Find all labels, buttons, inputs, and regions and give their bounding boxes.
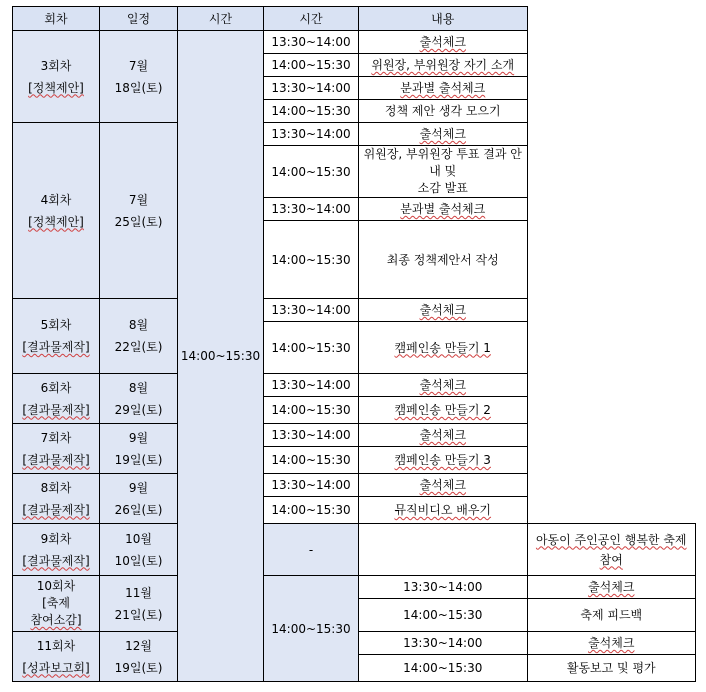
table-row	[13, 374, 696, 397]
time-slot: 14:00~15:30	[264, 322, 359, 374]
time-slot: 13:30~14:00	[264, 424, 359, 447]
time-block-cell: -	[264, 524, 359, 576]
content-text: 출석체크	[588, 636, 635, 650]
session-type: [정책제안]	[28, 80, 84, 95]
date-day: 25일(토)	[114, 214, 163, 229]
time-slot: 14:00~15:30	[264, 54, 359, 77]
date-day: 21일(토)	[114, 607, 163, 622]
time-slot	[359, 524, 528, 576]
session-cell	[13, 576, 100, 632]
date-day: 22일(토)	[114, 340, 163, 354]
time-slot: 13:30~14:00	[264, 31, 359, 54]
session-cell	[13, 31, 100, 123]
time-block-cell: 14:00~15:30	[178, 31, 264, 682]
session-cell	[13, 123, 100, 299]
session-type: [결과물제작]	[22, 402, 90, 417]
date-month: 11월	[125, 585, 152, 600]
session-number: 8회차	[40, 480, 72, 495]
session-type: [결과물제작]	[22, 452, 90, 467]
time-slot: 14:00~15:30	[264, 397, 359, 424]
content-cell	[359, 299, 528, 322]
time-slot: 14:00~15:30	[264, 497, 359, 524]
session-type: [축제	[42, 596, 70, 610]
time-slot: 13:30~14:00	[264, 123, 359, 146]
session-number: 6회차	[40, 380, 72, 395]
date-cell	[100, 632, 178, 682]
content-text: 분과별 출석체크	[400, 202, 486, 216]
time-slot: 13:30~14:00	[264, 299, 359, 322]
content-text: 캠페인송 만들기 1	[394, 340, 491, 355]
time-slot: 14:00~15:30	[264, 221, 359, 299]
date-cell	[100, 524, 178, 576]
session-number: 3회차	[40, 58, 72, 73]
content-cell	[359, 424, 528, 447]
table-row	[13, 424, 696, 447]
session-cell	[13, 374, 100, 424]
date-month: 8월	[128, 380, 149, 395]
session-cell	[13, 424, 100, 474]
content-cell	[527, 576, 696, 599]
date-day: 10일(토)	[114, 553, 163, 568]
date-month: 7월	[128, 58, 149, 73]
header-time-slot: 시간	[264, 7, 359, 31]
content-cell	[359, 497, 528, 524]
content-cell	[359, 474, 528, 497]
content-cell	[527, 632, 696, 655]
time-slot: 14:00~15:30	[264, 447, 359, 474]
date-month: 10월	[125, 531, 152, 546]
date-cell	[100, 576, 178, 632]
session-number: 7회차	[40, 430, 72, 445]
date-cell	[100, 299, 178, 374]
content-text: 캠페인송 만들기 2	[394, 403, 491, 417]
session-cell	[13, 299, 100, 374]
content-text: 출석체크	[419, 428, 466, 442]
session-type: [결과물제작]	[22, 553, 90, 568]
header-time-block: 시간	[178, 7, 264, 31]
time-slot: 13:30~14:00	[264, 77, 359, 100]
content-text: 출석체크	[419, 303, 466, 317]
session-number: 4회차	[40, 192, 72, 207]
date-cell	[100, 31, 178, 123]
session-number: 11회차	[36, 638, 76, 653]
date-month: 12월	[125, 638, 152, 653]
time-slot: 13:30~14:00	[359, 632, 528, 655]
date-cell	[100, 374, 178, 424]
content-text: 소감 발표	[417, 181, 468, 195]
date-day: 18일(토)	[114, 80, 163, 95]
session-type: [결과물제작]	[22, 340, 90, 354]
content-text: 출석체크	[419, 478, 466, 492]
time-block-cell: 14:00~15:30	[264, 576, 359, 682]
date-cell	[100, 474, 178, 524]
content-text: 출석체크	[419, 35, 466, 49]
time-slot: 13:30~14:00	[264, 374, 359, 397]
content-text: 분과별 출석체크	[400, 81, 486, 95]
session-cell	[13, 474, 100, 524]
session-type: [정책제안]	[28, 214, 84, 229]
header-content: 내용	[359, 7, 528, 31]
content-cell	[527, 524, 696, 576]
content-cell	[359, 447, 528, 474]
session-type: [성과보고회]	[22, 660, 90, 675]
content-text: 출석체크	[419, 378, 466, 392]
header-date: 일정	[100, 7, 178, 31]
date-day: 29일(토)	[114, 402, 163, 417]
content-cell	[359, 397, 528, 424]
content-cell	[359, 146, 528, 198]
table-row	[13, 524, 696, 576]
date-cell	[100, 424, 178, 474]
date-month: 8월	[128, 318, 149, 332]
date-cell	[100, 123, 178, 299]
time-slot: 14:00~15:30	[359, 655, 528, 682]
schedule-table	[12, 6, 696, 682]
session-number: 10회차	[36, 579, 76, 593]
session-cell	[13, 632, 100, 682]
content-cell	[359, 54, 528, 77]
content-text: 위원장, 부위원장 투표 결과 안내 및	[363, 147, 522, 178]
table-row	[13, 123, 696, 146]
content-text: 뮤직비디오 배우기	[394, 503, 492, 517]
time-slot: 14:00~15:30	[264, 146, 359, 198]
content-text: 아동이 주인공인 행복한 축제 참여	[535, 532, 687, 567]
date-day: 19일(토)	[114, 660, 163, 675]
content-cell	[359, 31, 528, 54]
content-cell	[359, 322, 528, 374]
content-cell: 정책 제안 생각 모으기	[359, 100, 528, 123]
table-row	[13, 31, 696, 54]
session-cell	[13, 524, 100, 576]
content-text: 캠페인송 만들기 3	[394, 453, 491, 467]
date-day: 26일(토)	[114, 502, 163, 517]
content-text: 출석체크	[419, 127, 466, 141]
time-slot: 13:30~14:00	[359, 576, 528, 599]
session-number: 9회차	[40, 531, 72, 546]
table-row	[13, 474, 696, 497]
date-month: 9월	[128, 480, 149, 495]
table-row	[13, 299, 696, 322]
content-cell	[359, 374, 528, 397]
table-row	[13, 576, 696, 599]
date-month: 7월	[128, 192, 149, 207]
content-text: 출석체크	[588, 580, 635, 594]
content-cell	[359, 77, 528, 100]
time-slot: 14:00~15:30	[359, 599, 528, 632]
content-cell	[359, 198, 528, 221]
content-cell: 최종 정책제안서 작성	[359, 221, 528, 299]
time-slot: 13:30~14:00	[264, 198, 359, 221]
content-cell	[359, 123, 528, 146]
date-month: 9월	[128, 430, 149, 445]
time-slot: 13:30~14:00	[264, 474, 359, 497]
date-day: 19일(토)	[114, 452, 163, 467]
time-slot: 14:00~15:30	[264, 100, 359, 123]
header-session: 회차	[13, 7, 100, 31]
session-type: [결과물제작]	[22, 502, 90, 517]
session-type: 참여소감]	[30, 613, 82, 627]
session-number: 5회차	[40, 318, 72, 332]
header-row	[13, 7, 696, 31]
content-cell: 축제 피드백	[527, 599, 696, 632]
content-cell: 활동보고 및 평가	[527, 655, 696, 682]
content-text: 위원장, 부위원장 자기 소개	[371, 58, 515, 72]
